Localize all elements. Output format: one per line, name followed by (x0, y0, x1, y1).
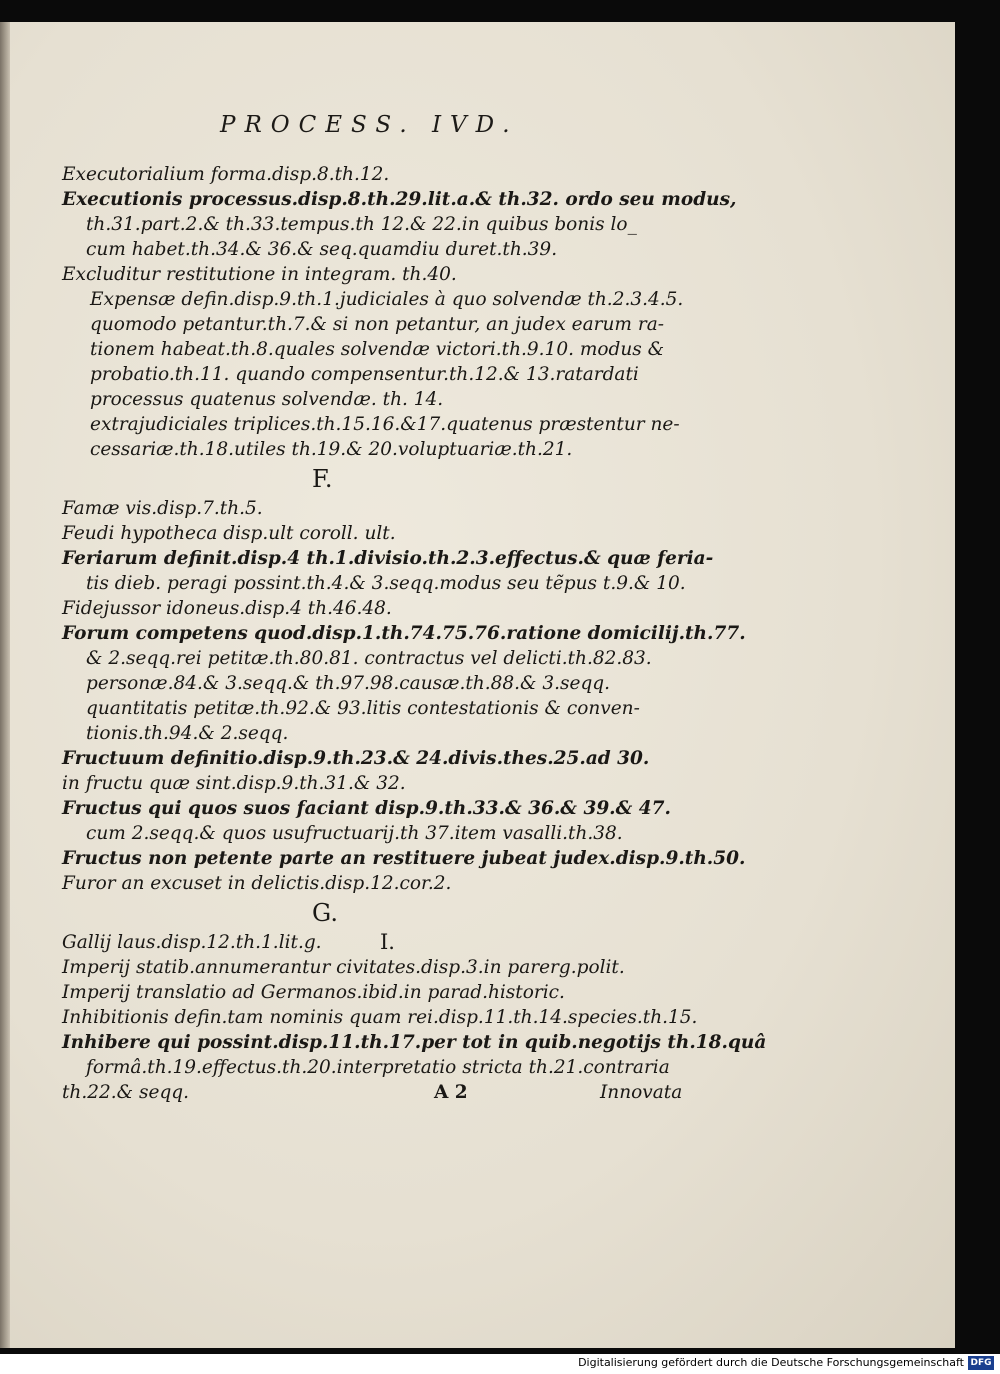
entry-e-line: quomodo petantur.th.7.& si non petantur, an judex earum ra- (90, 314, 664, 335)
entry-f-line: Feriarum definit.disp.4 th.1.divisio.th.2.3.effectus.& quæ feria- (62, 548, 714, 569)
entry-e-line: tionem habeat.th.8.quales solvendæ victori.th.9.10. modus & (90, 339, 665, 360)
entry-f-line: Famæ vis.disp.7.th.5. (62, 498, 263, 519)
running-head: PROCESS. IVD. (220, 112, 519, 138)
section-letter-f: F. (312, 465, 333, 493)
entry-e-line: Executorialium forma.disp.8.th.12. (62, 164, 390, 185)
entry-f-line: Feudi hypotheca disp.ult coroll. ult. (62, 523, 396, 544)
entry-f-line: Fructus qui quos suos faciant disp.9.th.33.& 36.& 39.& 47. (62, 798, 671, 819)
entry-e-line: probatio.th.11. quando compensentur.th.12.& 13.ratardati (90, 364, 639, 385)
entry-f-line: quantitatis petitæ.th.92.& 93.litis contestationis & conven- (86, 698, 640, 719)
entry-e-line: cessariæ.th.18.utiles th.19.& 20.voluptuariæ.th.21. (90, 439, 573, 460)
entry-e-line: cum habet.th.34.& 36.& seq.quamdiu duret.th.39. (86, 239, 558, 260)
entry-e-line: processus quatenus solvendæ. th. 14. (90, 389, 444, 410)
entry-f-line: in fructu quæ sint.disp.9.th.31.& 32. (62, 773, 406, 794)
entry-e-line: Excluditur restitutione in integram. th.40. (62, 264, 457, 285)
book-page (0, 22, 955, 1348)
entry-f-line: Fidejussor idoneus.disp.4 th.46.48. (62, 598, 392, 619)
entry-f-line: & 2.seqq.rei petitæ.th.80.81. contractus vel delicti.th.82.83. (86, 648, 652, 669)
gallij-entry: Gallij laus.disp.12.th.1.lit.g. (62, 932, 322, 953)
credit-text: Digitalisierung gefördert durch die Deutsche Forschungsgemeinschaft (578, 1356, 964, 1369)
dfg-logo-icon: DFG (968, 1356, 994, 1370)
catchword: Innovata (600, 1082, 683, 1103)
entry-f-line: tis dieb. peragi possint.th.4.& 3.seqq.modus seu tẽpus t.9.& 10. (86, 573, 686, 594)
entry-i-line: formâ.th.19.effectus.th.20.interpretatio stricta th.21.contraria (86, 1057, 670, 1078)
digitization-credit-bar (0, 1354, 1000, 1374)
entry-i-line: Inhibere qui possint.disp.11.th.17.per tot in quib.negotijs th.18.quâ (62, 1032, 767, 1053)
entry-f-line: Furor an excuset in delictis.disp.12.cor.2. (62, 873, 452, 894)
entry-i-line: Imperij translatio ad Germanos.ibid.in parad.historic. (62, 982, 565, 1003)
footer-continuation: th.22.& seqq. (62, 1082, 190, 1103)
page-footer-line (62, 1080, 702, 1105)
entry-e-line: Executionis processus.disp.8.th.29.lit.a.& th.32. ordo seu modus, (62, 189, 737, 210)
entry-f-line: cum 2.seqq.& quos usufructuarij.th 37.item vasalli.th.38. (86, 823, 623, 844)
entries-i (62, 955, 767, 1080)
entries-f (62, 496, 746, 896)
entry-e-line: extrajudiciales triplices.th.15.16.&17.quatenus præstentur ne- (90, 414, 680, 435)
gallij-entry-line (62, 930, 702, 955)
entry-i-line: Imperij statib.annumerantur civitates.disp.3.in parerg.polit. (62, 957, 625, 978)
entry-f-line: personæ.84.& 3.seqq.& th.97.98.causæ.th.88.& 3.seqq. (86, 673, 611, 694)
section-letter-i: I. (380, 930, 395, 954)
index-text (62, 162, 767, 1105)
entry-e-line: th.31.part.2.& th.33.tempus.th 12.& 22.in quibus bonis lo_ (86, 214, 637, 235)
section-letter-g: G. (312, 899, 338, 927)
entry-f-line: Fructus non petente parte an restituere jubeat judex.disp.9.th.50. (62, 848, 746, 869)
entry-f-line: Forum competens quod.disp.1.th.74.75.76.ratione domicilij.th.77. (62, 623, 746, 644)
signature-mark: A 2 (434, 1082, 468, 1103)
entry-e-line: Expensæ defin.disp.9.th.1.judiciales à quo solvendæ th.2.3.4.5. (90, 289, 684, 310)
page-binding-edge (0, 22, 10, 1348)
entry-i-line: Inhibitionis defin.tam nominis quam rei.disp.11.th.14.species.th.15. (62, 1007, 698, 1028)
entry-f-line: Fructuum definitio.disp.9.th.23.& 24.divis.thes.25.ad 30. (62, 748, 650, 769)
entries-e (62, 162, 737, 462)
entry-f-line: tionis.th.94.& 2.seqq. (86, 723, 289, 744)
